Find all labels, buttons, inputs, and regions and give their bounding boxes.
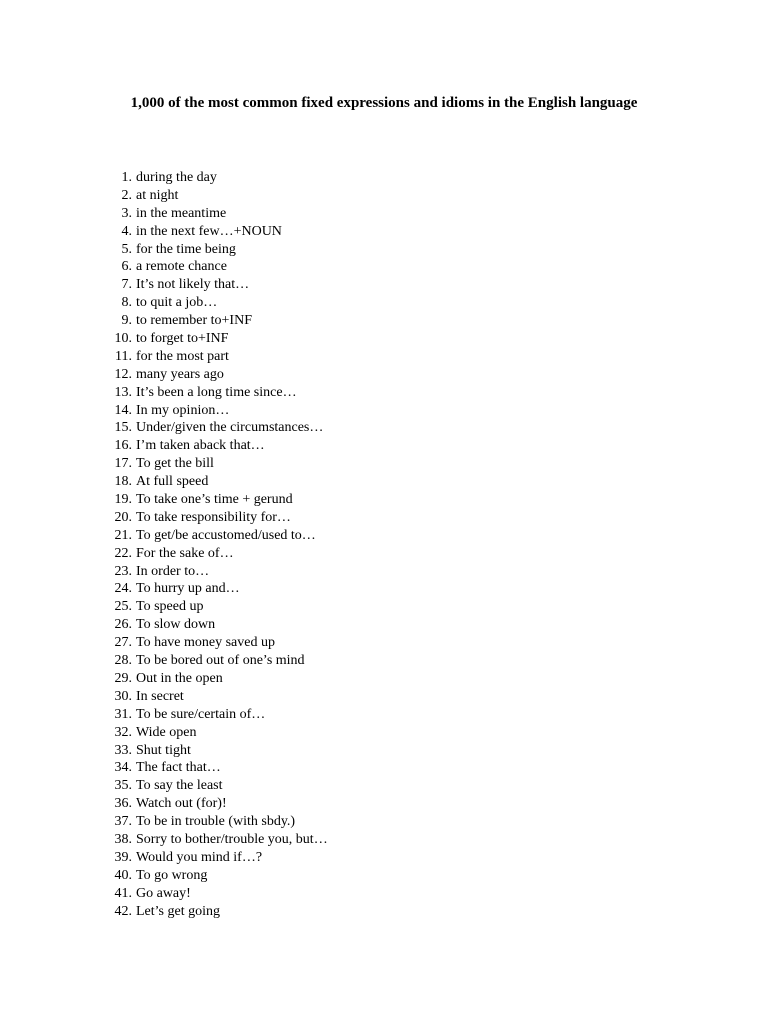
list-item [104, 419, 328, 437]
list-item-number: 15. [114, 420, 132, 436]
list-item-number: 35. [114, 778, 132, 794]
list-item-text: at night [136, 187, 179, 203]
list-item [104, 867, 328, 885]
list-item [104, 258, 328, 276]
list-item-text: Go away! [136, 885, 191, 901]
list-item-number: 18. [114, 474, 132, 490]
list-item-text: Would you mind if…? [136, 849, 263, 865]
list-item [104, 724, 328, 742]
list-item-number: 5. [121, 241, 132, 257]
list-item [104, 330, 328, 348]
list-item [104, 276, 328, 294]
list-item [104, 509, 328, 527]
list-item [104, 831, 328, 849]
list-item-text: To hurry up and… [136, 581, 240, 597]
list-item-number: 8. [121, 295, 132, 311]
list-item-number: 4. [121, 223, 132, 239]
list-item-number: 10. [114, 331, 132, 347]
list-item-number: 26. [114, 617, 132, 633]
list-item [104, 187, 328, 205]
list-item [104, 652, 328, 670]
list-item-number: 16. [114, 438, 132, 454]
list-item-number: 25. [114, 599, 132, 615]
list-item [104, 491, 328, 509]
list-item [104, 455, 328, 473]
list-item-text: for the most part [136, 348, 229, 364]
list-item-text: It’s been a long time since… [136, 384, 297, 400]
list-item-number: 42. [114, 903, 132, 919]
idiom-list [104, 169, 328, 920]
document-title: 1,000 of the most common fixed expressions and idioms in the English language [130, 95, 638, 111]
list-item-text: In secret [136, 688, 184, 704]
list-item [104, 616, 328, 634]
list-item-number: 14. [114, 402, 132, 418]
list-item-number: 36. [114, 796, 132, 812]
list-item [104, 903, 328, 921]
list-item-text: To be sure/certain of… [136, 706, 266, 722]
list-item-number: 1. [121, 170, 132, 185]
list-item [104, 777, 328, 795]
list-item [104, 598, 328, 616]
list-item-number: 28. [114, 653, 132, 669]
list-item-text: Shut tight [136, 742, 191, 758]
list-item-number: 24. [114, 581, 132, 597]
list-item-number: 31. [114, 706, 132, 722]
list-item [104, 348, 328, 366]
list-item-text: In order to… [136, 563, 210, 579]
list-item-text: To be bored out of one’s mind [136, 653, 305, 669]
list-item [104, 402, 328, 420]
list-item-text: At full speed [136, 474, 209, 490]
list-item-text: The fact that… [136, 760, 221, 776]
list-item-number: 19. [114, 492, 132, 508]
list-item-number: 30. [114, 688, 132, 704]
list-item-text: in the next few…+NOUN [136, 223, 282, 239]
list-item-number: 37. [114, 814, 132, 830]
list-item-number: 38. [114, 831, 132, 847]
list-item [104, 634, 328, 652]
list-item [104, 473, 328, 491]
list-item [104, 670, 328, 688]
list-item-number: 27. [114, 635, 132, 651]
list-item-number: 7. [121, 277, 132, 293]
list-item-text: To be in trouble (with sbdy.) [136, 814, 296, 830]
list-item-number: 20. [114, 509, 132, 525]
list-item-number: 40. [114, 867, 132, 883]
list-item-number: 3. [121, 205, 132, 221]
list-item-number: 29. [114, 670, 132, 686]
list-item [104, 366, 328, 384]
list-item-text: Watch out (for)! [136, 796, 227, 812]
list-item-number: 6. [121, 259, 132, 275]
list-item-text: to quit a job… [136, 295, 218, 311]
list-item-text: Under/given the circumstances… [136, 420, 324, 436]
list-item-text: to remember to+INF [136, 313, 252, 329]
list-item-number: 39. [114, 849, 132, 865]
list-item-number: 22. [114, 545, 132, 561]
list-item-number: 34. [114, 760, 132, 776]
list-item-text: Sorry to bother/trouble you, but… [136, 831, 328, 847]
list-item-number: 9. [121, 313, 132, 329]
list-item-text: Out in the open [136, 670, 223, 686]
list-item [104, 759, 328, 777]
list-item-number: 2. [121, 187, 132, 203]
list-item [104, 241, 328, 259]
list-item [104, 580, 328, 598]
list-item-text: To go wrong [136, 867, 208, 883]
list-item [104, 795, 328, 813]
list-item-number: 17. [114, 456, 132, 472]
list-item [104, 688, 328, 706]
list-item-text: To slow down [136, 617, 216, 633]
list-item-text: For the sake of… [136, 545, 234, 561]
list-item-text: To take responsibility for… [136, 509, 291, 525]
list-item [104, 312, 328, 330]
list-item-text: many years ago [136, 366, 224, 382]
list-item-text: a remote chance [136, 259, 227, 275]
list-item [104, 813, 328, 831]
list-item [104, 545, 328, 563]
list-item-text: Wide open [136, 724, 197, 740]
list-item-text: to forget to+INF [136, 331, 229, 347]
list-item-text: To have money saved up [136, 635, 275, 651]
list-item-number: 13. [114, 384, 132, 400]
list-item [104, 849, 328, 867]
list-item [104, 437, 328, 455]
list-item [104, 205, 328, 223]
list-item-text: I’m taken aback that… [136, 438, 265, 454]
list-item [104, 742, 328, 760]
list-item-text: To get/be accustomed/used to… [136, 527, 316, 543]
list-item-number: 11. [115, 348, 132, 364]
list-item-number: 23. [114, 563, 132, 579]
list-item [104, 527, 328, 545]
list-item-text: To get the bill [136, 456, 214, 472]
list-item-number: 32. [114, 724, 132, 740]
list-item [104, 384, 328, 402]
list-item-text: To speed up [136, 599, 204, 615]
list-item-text: in the meantime [136, 205, 227, 221]
list-item [104, 223, 328, 241]
list-item [104, 169, 328, 187]
list-item [104, 294, 328, 312]
list-item-text: for the time being [136, 241, 236, 257]
list-item-text: In my opinion… [136, 402, 230, 418]
list-item-number: 21. [114, 527, 132, 543]
list-item-text: To say the least [136, 778, 223, 794]
list-item [104, 706, 328, 724]
list-item-text: To take one’s time + gerund [136, 492, 293, 508]
list-item [104, 885, 328, 903]
list-item-number: 41. [114, 885, 132, 901]
list-item-text: It’s not likely that… [136, 277, 250, 293]
list-item [104, 563, 328, 581]
list-item-number: 12. [114, 366, 132, 382]
list-item-number: 33. [114, 742, 132, 758]
list-item-text: Let’s get going [136, 903, 220, 919]
list-item-text: during the day [136, 170, 217, 185]
